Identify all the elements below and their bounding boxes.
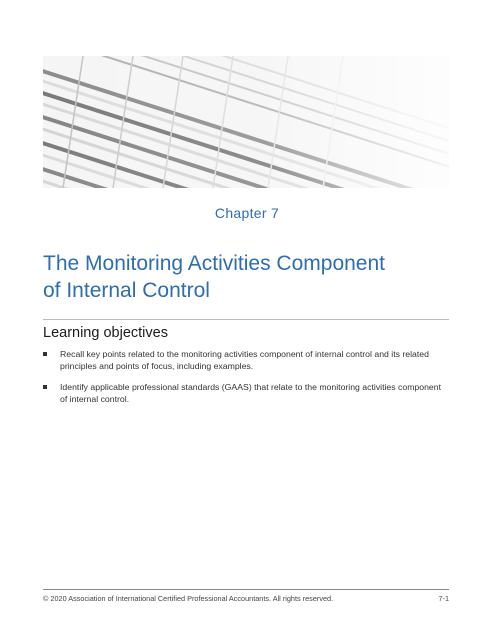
objective-text-line: of internal control. (60, 393, 130, 404)
list-item (43, 382, 453, 405)
copyright-text: © 2020 Association of International Certified Professional Accountants. All rights reserved. (43, 594, 334, 603)
page-title-line-1: The Monitoring Activities Component (43, 252, 385, 275)
square-bullet-icon (43, 352, 47, 356)
page-title-line-2: of Internal Control (43, 279, 210, 302)
learning-objectives-list (43, 349, 453, 415)
objective-text-line: principles and points of focus, including examples. (60, 360, 254, 371)
list-item (43, 349, 453, 372)
chapter-label: Chapter 7 (214, 205, 280, 221)
page-title (43, 250, 443, 304)
objective-text-line: Identify applicable professional standards (GAAS) that relate to the monitoring activities component (60, 382, 442, 392)
architectural-lines-graphic (43, 56, 449, 188)
footer-divider (43, 589, 449, 590)
cover-image (43, 56, 449, 188)
learning-objectives-heading: Learning objectives (43, 325, 168, 341)
objective-text-line: Recall key points related to the monitoring activities component of internal control and its related (60, 349, 429, 359)
page-number: 7-1 (438, 594, 449, 603)
section-divider (43, 319, 449, 320)
square-bullet-icon (43, 385, 47, 389)
